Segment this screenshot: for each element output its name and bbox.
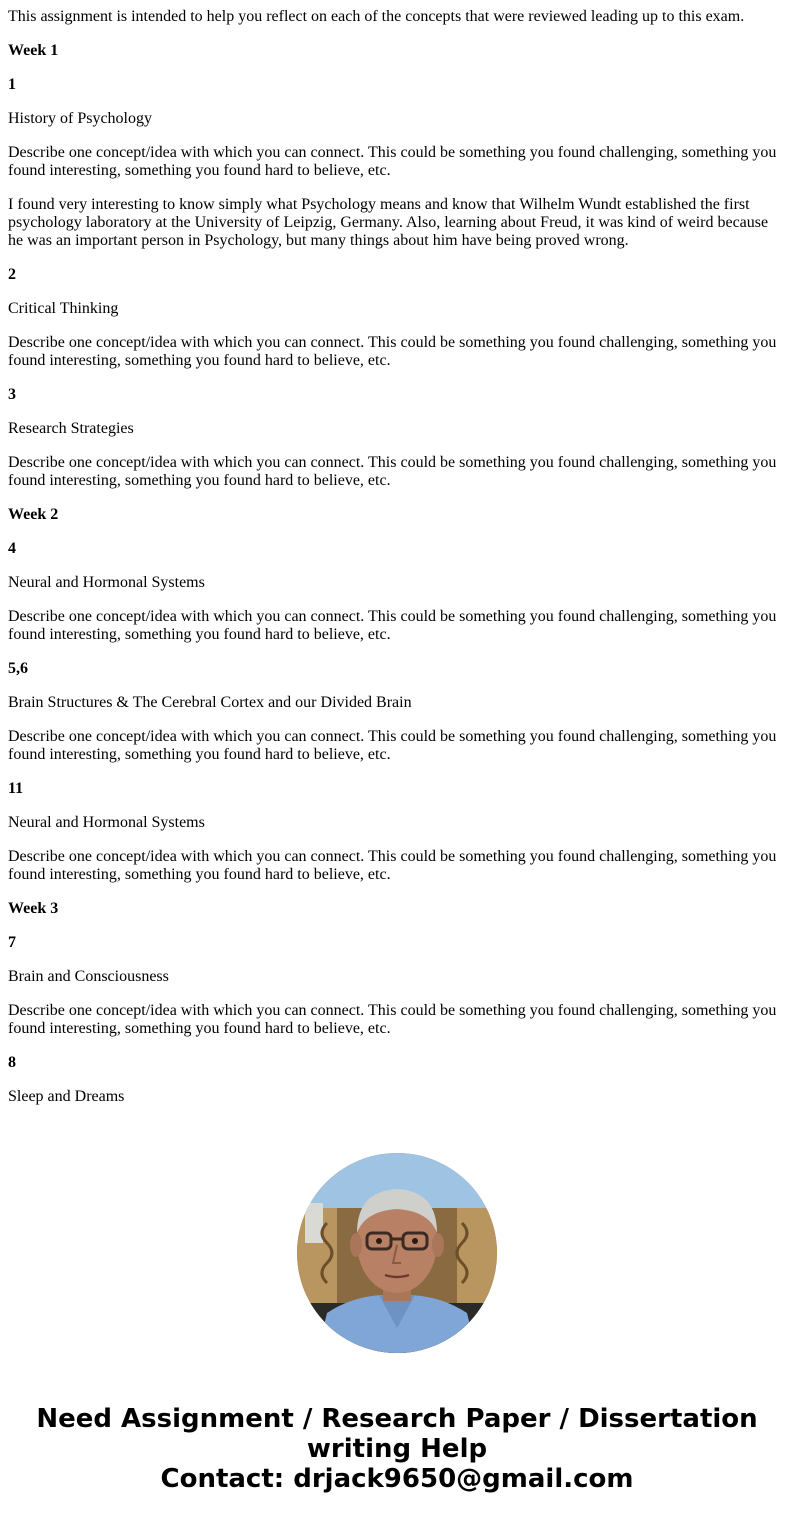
item-number: 4: [8, 540, 16, 557]
item-prompt: Describe one concept/idea with which you can connect. This could be something you found challenging, something you found interesting, something you found hard to believe, etc.: [8, 334, 777, 369]
item-number: 1: [8, 76, 16, 93]
week-heading: Week 2: [8, 506, 59, 523]
item-topic: History of Psychology: [8, 110, 152, 127]
item-prompt: Describe one concept/idea with which you can connect. This could be something you found challenging, something you found interesting, something you found hard to believe, etc.: [8, 144, 777, 179]
banner-line-2: writing Help: [306, 1434, 488, 1464]
intro-text: This assignment is intended to help you reflect on each of the concepts that were reviewed leading up to this exam.: [8, 8, 745, 25]
item-prompt: Describe one concept/idea with which you can connect. This could be something you found challenging, something you found interesting, something you found hard to believe, etc.: [8, 728, 777, 763]
item-number: 7: [8, 934, 16, 951]
item-number: 3: [8, 386, 16, 403]
week-heading: Week 1: [8, 42, 59, 59]
item-topic: Research Strategies: [8, 420, 134, 437]
week-heading: Week 3: [8, 900, 59, 917]
item-number: 2: [8, 266, 16, 283]
item-topic: Sleep and Dreams: [8, 1088, 125, 1105]
item-prompt: Describe one concept/idea with which you can connect. This could be something you found challenging, something you found interesting, something you found hard to believe, etc.: [8, 1002, 777, 1037]
author-photo-illustration: [297, 1153, 497, 1353]
item-prompt: Describe one concept/idea with which you can connect. This could be something you found challenging, something you found interesting, something you found hard to believe, etc.: [8, 848, 777, 883]
item-prompt: Describe one concept/idea with which you can connect. This could be something you found challenging, something you found interesting, something you found hard to believe, etc.: [8, 608, 777, 643]
item-topic: Neural and Hormonal Systems: [8, 574, 205, 591]
author-avatar: [297, 1153, 497, 1353]
item-topic: Neural and Hormonal Systems: [8, 814, 205, 831]
item-number: 11: [8, 780, 24, 797]
banner-contact-line: Contact: drjack9650@gmail.com: [160, 1464, 634, 1494]
item-number: 5,6: [8, 660, 28, 677]
banner-line-1: Need Assignment / Research Paper / Dissertation: [36, 1404, 758, 1434]
item-topic: Brain Structures & The Cerebral Cortex and our Divided Brain: [8, 694, 412, 711]
item-answer: I found very interesting to know simply what Psychology means and know that Wilhelm Wundt established the first psychology laboratory at the University of Leipzig, Germany. Also, learning about Freud, it was kind of weird because he was an important person in Psychology, but many things about him have being proved wrong.: [8, 196, 769, 249]
item-prompt: Describe one concept/idea with which you can connect. This could be something you found challenging, something you found interesting, something you found hard to believe, etc.: [8, 454, 777, 489]
sections-list: [8, 42, 786, 1106]
item-topic: Critical Thinking: [8, 300, 119, 317]
contact-banner: [0, 1404, 794, 1494]
item-topic: Brain and Consciousness: [8, 968, 169, 985]
item-number: 8: [8, 1054, 16, 1071]
